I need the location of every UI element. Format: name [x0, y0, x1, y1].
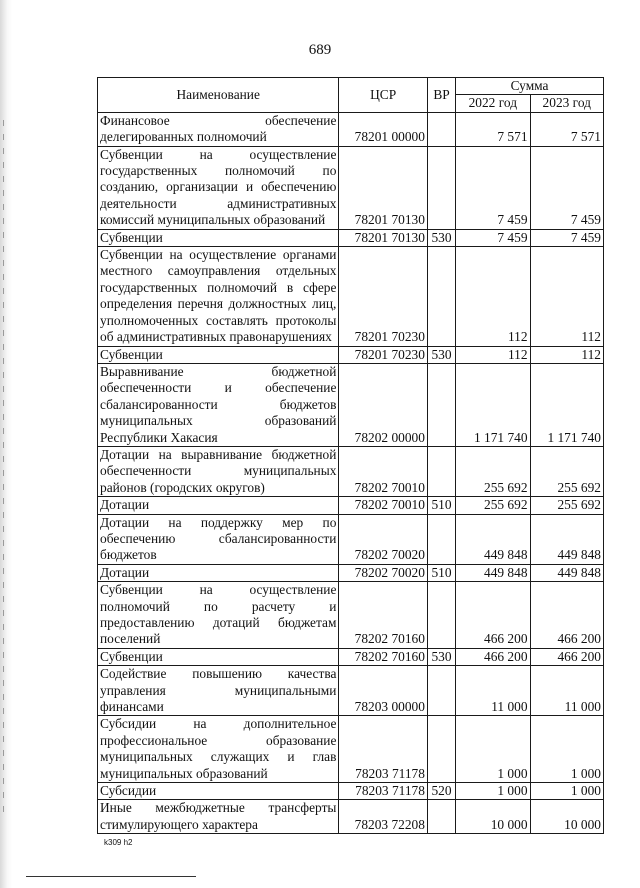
table-row: [98, 146, 604, 229]
row-name: Субвенции на осуществление государственных полномочий по созданию, организации и обеспечению деятельности административных комиссий муниципальных образований: [98, 146, 339, 229]
row-sum-2022: 1 171 740: [456, 363, 530, 446]
header-name: Наименование: [98, 78, 339, 113]
row-name: Дотации на выравнивание бюджетной обеспеченности муниципальных районов (городских округов): [98, 446, 339, 496]
row-vr: 530: [427, 648, 455, 665]
row-name: Дотации на поддержку мер по обеспечению сбалансированности бюджетов: [98, 514, 339, 564]
row-vr: 510: [427, 497, 455, 514]
header-sum: Сумма: [456, 78, 604, 95]
row-name: Содействие повышению качества управления муниципальными финансами: [98, 666, 339, 716]
row-sum-2023: 466 200: [530, 582, 603, 649]
table-row: [98, 582, 604, 649]
table-row: [98, 800, 604, 834]
table-row: [98, 497, 604, 514]
table-row: [98, 247, 604, 346]
row-sum-2022: 7 459: [456, 229, 530, 246]
row-name: Субсидии: [98, 783, 339, 800]
header-vr: ВР: [427, 78, 455, 113]
row-name: Финансовое обеспечение делегированных полномочий: [98, 112, 339, 146]
row-name: Субсидии на дополнительное профессиональное образование муниципальных служащих и глав муниципальных образований: [98, 716, 339, 783]
row-name: Иные межбюджетные трансферты стимулирующего характера: [98, 800, 339, 834]
row-csr: 78203 00000: [339, 666, 428, 716]
row-sum-2022: 7 459: [456, 146, 530, 229]
row-name: Выравнивание бюджетной обеспеченности и обеспечение сбалансированности бюджетов муниципальных образований Республики Хакасия: [98, 363, 339, 446]
table-row: [98, 716, 604, 783]
row-sum-2022: 466 200: [456, 582, 530, 649]
table-header: [98, 78, 604, 113]
row-sum-2023: 7 459: [530, 229, 603, 246]
row-sum-2023: 255 692: [530, 497, 603, 514]
binding-dotted-line: [3, 120, 4, 820]
row-sum-2022: 255 692: [456, 446, 530, 496]
row-csr: 78201 00000: [339, 112, 428, 146]
row-sum-2023: 10 000: [530, 800, 603, 834]
row-sum-2023: 449 848: [530, 564, 603, 581]
row-vr: 530: [427, 229, 455, 246]
row-csr: 78202 70160: [339, 648, 428, 665]
page-binding-edge: [0, 0, 12, 888]
header-year-2022: 2022 год: [456, 95, 530, 112]
row-sum-2022: 255 692: [456, 497, 530, 514]
row-sum-2022: 7 571: [456, 112, 530, 146]
row-sum-2023: 11 000: [530, 666, 603, 716]
row-sum-2022: 1 000: [456, 783, 530, 800]
row-sum-2023: 449 848: [530, 514, 603, 564]
row-csr: 78202 70010: [339, 446, 428, 496]
row-sum-2022: 112: [456, 247, 530, 346]
table-row: [98, 564, 604, 581]
table-row: [98, 346, 604, 363]
row-sum-2022: 1 000: [456, 716, 530, 783]
row-vr: [427, 800, 455, 834]
row-csr: 78203 72208: [339, 800, 428, 834]
table-row: [98, 648, 604, 665]
row-sum-2023: 1 171 740: [530, 363, 603, 446]
row-sum-2023: 112: [530, 346, 603, 363]
row-sum-2023: 1 000: [530, 716, 603, 783]
table-row: [98, 229, 604, 246]
row-vr: [427, 146, 455, 229]
row-csr: 78202 00000: [339, 363, 428, 446]
row-sum-2022: 10 000: [456, 800, 530, 834]
row-vr: [427, 112, 455, 146]
row-sum-2022: 449 848: [456, 564, 530, 581]
row-vr: 510: [427, 564, 455, 581]
row-sum-2022: 11 000: [456, 666, 530, 716]
row-name: Субвенции: [98, 346, 339, 363]
row-csr: 78203 71178: [339, 783, 428, 800]
table-row: [98, 514, 604, 564]
row-sum-2023: 7 459: [530, 146, 603, 229]
row-name: Дотации: [98, 564, 339, 581]
row-csr: 78203 71178: [339, 716, 428, 783]
footer-rule: [26, 876, 196, 877]
row-vr: 520: [427, 783, 455, 800]
table-row: [98, 363, 604, 446]
row-csr: 78202 70020: [339, 514, 428, 564]
row-name: Субвенции на осуществление полномочий по расчету и предоставлению дотаций бюджетам поселений: [98, 582, 339, 649]
table-row: [98, 112, 604, 146]
row-csr: 78201 70230: [339, 247, 428, 346]
row-sum-2022: 466 200: [456, 648, 530, 665]
row-csr: 78201 70130: [339, 229, 428, 246]
row-name: Субвенции на осуществление органами местного самоуправления отдельных государственных полномочий в сфере определения перечня должностных лиц, уполномоченных составлять протоколы об административных правонарушениях: [98, 247, 339, 346]
row-sum-2023: 7 571: [530, 112, 603, 146]
table-row: [98, 446, 604, 496]
row-vr: 530: [427, 346, 455, 363]
row-csr: 78201 70130: [339, 146, 428, 229]
row-vr: [427, 514, 455, 564]
row-csr: 78202 70020: [339, 564, 428, 581]
table-row: [98, 783, 604, 800]
row-name: Дотации: [98, 497, 339, 514]
header-csr: ЦСР: [339, 78, 428, 113]
page-number: 689: [308, 42, 332, 58]
footer-code: k309 h2: [104, 838, 133, 847]
row-sum-2022: 449 848: [456, 514, 530, 564]
table-row: [98, 666, 604, 716]
row-vr: [427, 716, 455, 783]
row-sum-2023: 255 692: [530, 446, 603, 496]
row-vr: [427, 446, 455, 496]
budget-table: [97, 77, 604, 834]
row-csr: 78201 70230: [339, 346, 428, 363]
row-vr: [427, 666, 455, 716]
row-sum-2023: 466 200: [530, 648, 603, 665]
row-sum-2023: 112: [530, 247, 603, 346]
table-body: [98, 112, 604, 833]
row-vr: [427, 582, 455, 649]
row-vr: [427, 363, 455, 446]
row-name: Субвенции: [98, 648, 339, 665]
row-csr: 78202 70010: [339, 497, 428, 514]
row-sum-2023: 1 000: [530, 783, 603, 800]
row-sum-2022: 112: [456, 346, 530, 363]
header-year-2023: 2023 год: [530, 95, 603, 112]
row-csr: 78202 70160: [339, 582, 428, 649]
row-name: Субвенции: [98, 229, 339, 246]
row-vr: [427, 247, 455, 346]
